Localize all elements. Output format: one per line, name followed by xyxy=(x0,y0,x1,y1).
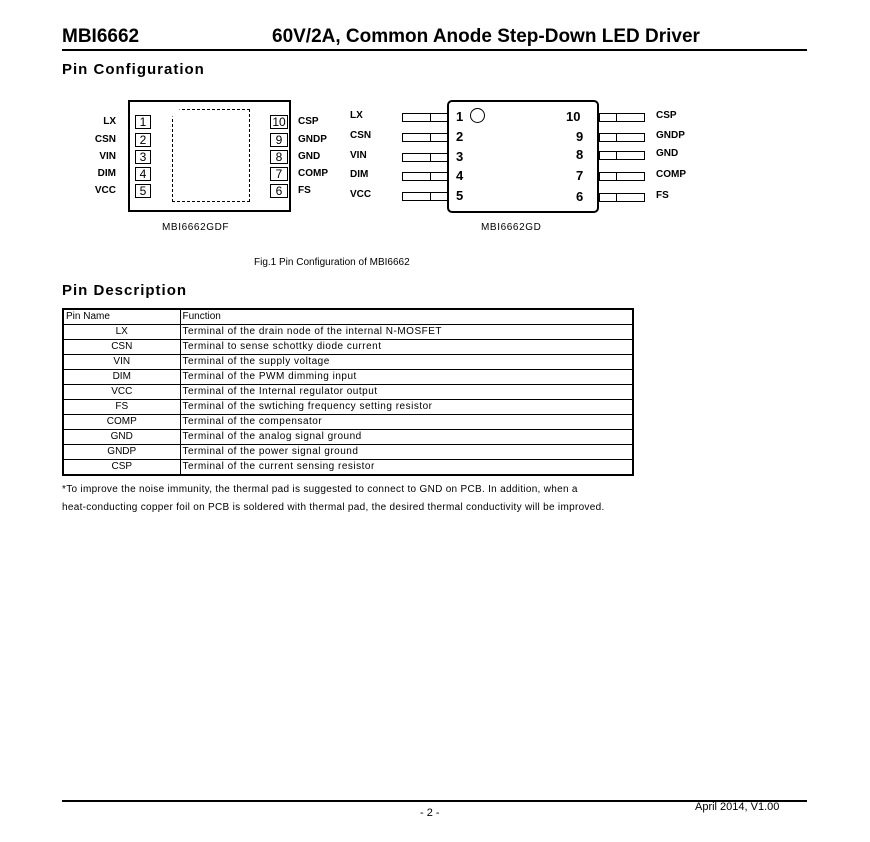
package-gdf-name: MBI6662GDF xyxy=(162,222,230,233)
pin-function-cell: Terminal of the PWM dimming input xyxy=(180,370,633,385)
gdf-pin-label: VIN xyxy=(99,151,116,162)
table-row xyxy=(63,385,633,400)
gd-pin-lead xyxy=(599,193,645,202)
gdf-pin-number: 5 xyxy=(135,184,151,198)
pin-name-cell: FS xyxy=(63,400,180,415)
pin-name-cell: GND xyxy=(63,430,180,445)
pin-function-cell: Terminal of the Internal regulator output xyxy=(180,385,633,400)
gd-pin-lead xyxy=(402,153,448,162)
gd-pin-lead xyxy=(599,172,645,181)
figure-caption: Fig.1 Pin Configuration of MBI6662 xyxy=(254,257,410,268)
gd-pin-lead xyxy=(402,192,448,201)
gdf-pin-number: 2 xyxy=(135,133,151,147)
gd-pin-label: GNDP xyxy=(656,130,685,141)
gdf-pin-number: 4 xyxy=(135,167,151,181)
gd-pin-label: GND xyxy=(656,148,679,159)
table-row xyxy=(63,355,633,370)
table-row xyxy=(63,325,633,340)
package-gd-name: MBI6662GD xyxy=(481,222,542,233)
gd-pin-number: 3 xyxy=(456,149,464,164)
gd-pin-label: VIN xyxy=(350,150,367,161)
pin-function-cell: Terminal of the analog signal ground xyxy=(180,430,633,445)
gd-pin-number: 9 xyxy=(576,129,584,144)
gd-pin-label: CSN xyxy=(350,130,372,141)
gdf-pin-label: VCC xyxy=(94,185,116,196)
pin-name-cell: VCC xyxy=(63,385,180,400)
pin-function-cell: Terminal of the supply voltage xyxy=(180,355,633,370)
table-row xyxy=(63,460,633,476)
table-row xyxy=(63,430,633,445)
pin-name-cell: COMP xyxy=(63,415,180,430)
gd-pin-number: 2 xyxy=(456,129,464,144)
gdf-pin-label: GND xyxy=(298,151,321,162)
pin-function-cell: Terminal of the compensator xyxy=(180,415,633,430)
gdf-pin-number: 1 xyxy=(135,115,151,129)
gd-pin-lead xyxy=(599,151,645,160)
pin-function-cell: Terminal to sense schottky diode current xyxy=(180,340,633,355)
pin-description-heading: Pin Description xyxy=(62,282,188,299)
header-divider xyxy=(62,49,807,51)
gdf-pin-number: 3 xyxy=(135,150,151,164)
pin-configuration-heading: Pin Configuration xyxy=(62,61,205,78)
gd-pin-number: 10 xyxy=(566,109,581,124)
gd-pin-label: CSP xyxy=(656,110,677,121)
document-part-number: MBI6662 xyxy=(62,26,140,47)
gd-pin-number: 4 xyxy=(456,168,464,183)
gd-pin-label: VCC xyxy=(350,189,372,200)
gd-pin-number: 7 xyxy=(576,168,584,183)
gdf-pin-label: COMP xyxy=(298,168,328,179)
gd-pin-lead xyxy=(402,133,448,142)
table-header-row xyxy=(63,309,633,325)
column-header-pin-name: Pin Name xyxy=(63,309,180,325)
gd-pin-lead xyxy=(402,172,448,181)
column-header-function: Function xyxy=(180,309,633,325)
pin-function-cell: Terminal of the swtiching frequency setting resistor xyxy=(180,400,633,415)
gdf-pin-label: DIM xyxy=(97,168,116,179)
gd-pin-lead xyxy=(599,113,645,122)
gd-pin-label: COMP xyxy=(656,169,686,180)
pin-function-cell: Terminal of the current sensing resistor xyxy=(180,460,633,476)
pin-function-cell: Terminal of the drain node of the internal N-MOSFET xyxy=(180,325,633,340)
gd-pin-label: FS xyxy=(656,190,669,201)
thermal-pad-note-line-1: *To improve the noise immunity, the thermal pad is suggested to connect to GND on PCB. In addition, when a xyxy=(62,484,578,495)
gd-pin-lead xyxy=(402,113,448,122)
pin-name-cell: LX xyxy=(63,325,180,340)
table-row xyxy=(63,415,633,430)
gdf-pin-number: 7 xyxy=(270,167,288,181)
gd-pin-label: LX xyxy=(350,110,363,121)
gdf-pin-label: FS xyxy=(298,185,311,196)
gdf-pin-number: 8 xyxy=(270,150,288,164)
pin-function-cell: Terminal of the power signal ground xyxy=(180,445,633,460)
pin-description-table xyxy=(62,308,634,476)
pin-name-cell: DIM xyxy=(63,370,180,385)
gd-pin-label: DIM xyxy=(350,169,369,180)
gd-pin-number: 1 xyxy=(456,109,464,124)
thermal-pad-outline xyxy=(172,109,250,202)
gd-pin-number: 8 xyxy=(576,147,584,162)
table-row xyxy=(63,340,633,355)
pin1-marker-icon xyxy=(470,108,485,123)
gdf-pin-number: 10 xyxy=(270,115,288,129)
pin-name-cell: CSP xyxy=(63,460,180,476)
revision-date: April 2014, V1.00 xyxy=(695,801,780,813)
pin-name-cell: GNDP xyxy=(63,445,180,460)
page-number: - 2 - xyxy=(420,807,440,819)
pin-name-cell: VIN xyxy=(63,355,180,370)
table-row xyxy=(63,370,633,385)
gd-pin-number: 6 xyxy=(576,189,584,204)
gdf-pin-label: LX xyxy=(103,116,116,127)
gdf-pin-label: GNDP xyxy=(298,134,327,145)
gd-pin-lead xyxy=(599,133,645,142)
document-title: 60V/2A, Common Anode Step-Down LED Driver xyxy=(272,26,700,47)
gdf-pin-number: 9 xyxy=(270,133,288,147)
gdf-pin-label: CSP xyxy=(298,116,319,127)
gdf-pin-label: CSN xyxy=(94,134,116,145)
thermal-pad-note-line-2: heat-conducting copper foil on PCB is soldered with thermal pad, the desired thermal conductivity will be improved. xyxy=(62,502,605,513)
gdf-pin-number: 6 xyxy=(270,184,288,198)
pin-name-cell: CSN xyxy=(63,340,180,355)
table-row xyxy=(63,400,633,415)
table-row xyxy=(63,445,633,460)
gd-pin-number: 5 xyxy=(456,188,464,203)
